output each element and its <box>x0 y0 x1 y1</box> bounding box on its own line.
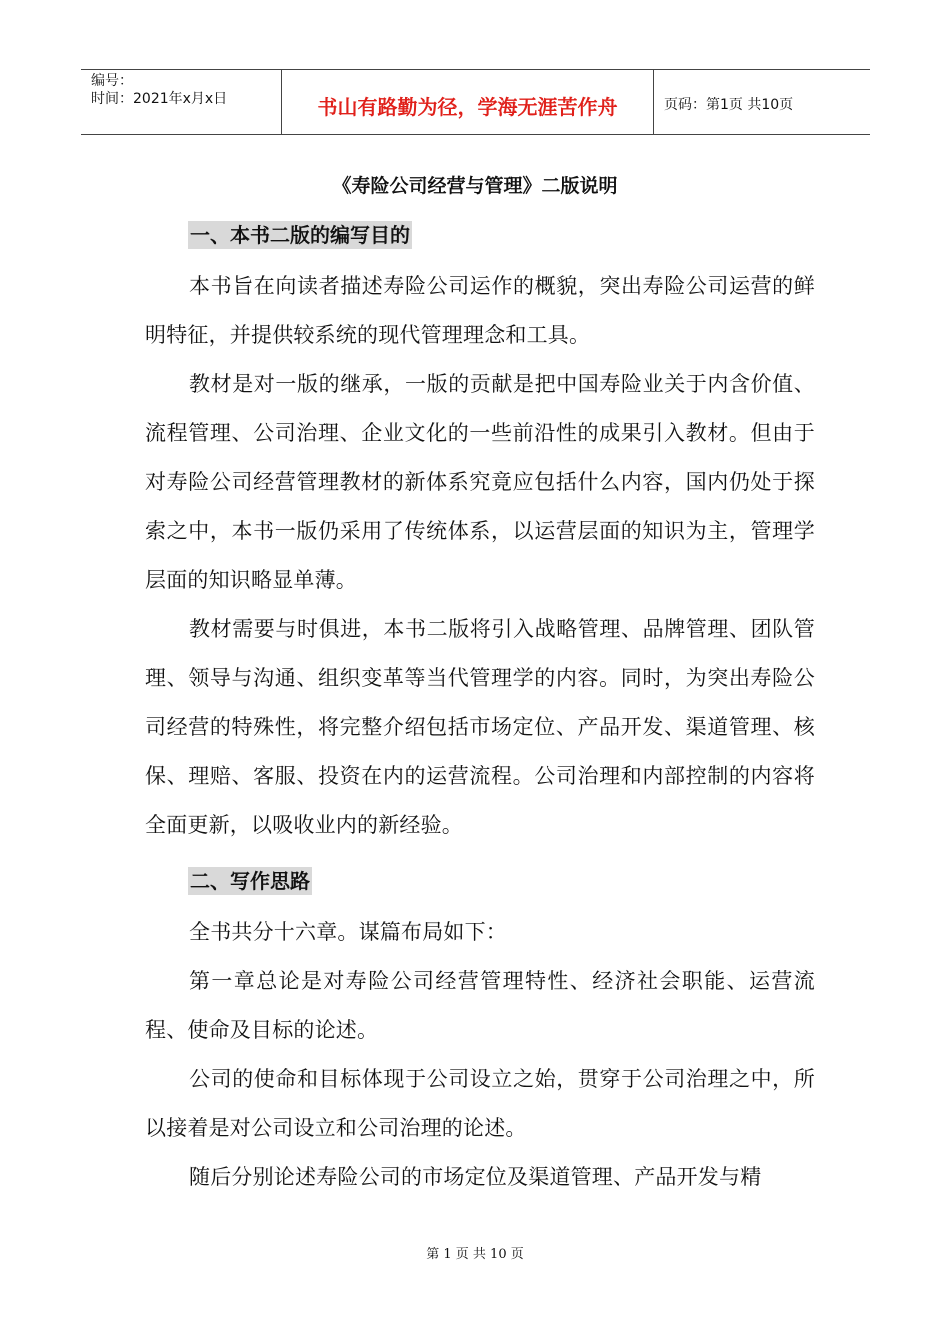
paragraph: 第一章总论是对寿险公司经营管理特性、经济社会职能、运营流程、使命及目标的论述。 <box>145 969 815 1042</box>
header-page-cell <box>654 70 870 134</box>
document-date-label: 时间：2021年x月x日 <box>91 91 228 107</box>
header-motto-cell <box>282 70 654 134</box>
paragraph: 公司的使命和目标体现于公司设立之始，贯穿于公司治理之中，所以接着是对公司设立和公司治理的论述。 <box>145 1067 815 1140</box>
document-number-label: 编号： <box>91 73 133 89</box>
paragraph: 本书旨在向读者描述寿险公司运作的概貌，突出寿险公司运营的鲜明特征，并提供较系统的现代管理理念和工具。 <box>145 274 815 347</box>
paragraph: 随后分别论述寿险公司的市场定位及渠道管理、产品开发与精 <box>189 1165 762 1189</box>
header-meta-cell <box>81 70 282 134</box>
document-title: 《寿险公司经营与管理》二版说明 <box>332 175 618 197</box>
header-table <box>81 69 870 135</box>
header-motto: 书山有路勤为径，学海无涯苦作舟 <box>317 94 618 119</box>
paragraph: 全书共分十六章。谋篇布局如下： <box>189 920 507 944</box>
header-page-info: 页码：第1页 共10页 <box>664 97 794 113</box>
paragraph: 教材需要与时俱进，本书二版将引入战略管理、品牌管理、团队管理、领导与沟通、组织变革等当代管理学的内容。同时，为突出寿险公司经营的特殊性，将完整介绍包括市场定位、产品开发、渠道管理、核保、理赔、客服、投资在内的运营流程。公司治理和内部控制的内容将全面更新，以吸收业内的新经验。 <box>145 617 815 837</box>
section-heading-approach: 二、写作思路 <box>190 869 310 893</box>
section-heading-purpose: 一、本书二版的编写目的 <box>190 223 410 247</box>
page-footer: 第 1 页 共 10 页 <box>426 1247 524 1262</box>
paragraph: 教材是对一版的继承，一版的贡献是把中国寿险业关于内含价值、流程管理、公司治理、企业文化的一些前沿性的成果引入教材。但由于对寿险公司经营管理教材的新体系究竟应包括什么内容，国内仍处于探索之中，本书一版仍采用了传统体系，以运营层面的知识为主，管理学层面的知识略显单薄。 <box>145 372 815 592</box>
